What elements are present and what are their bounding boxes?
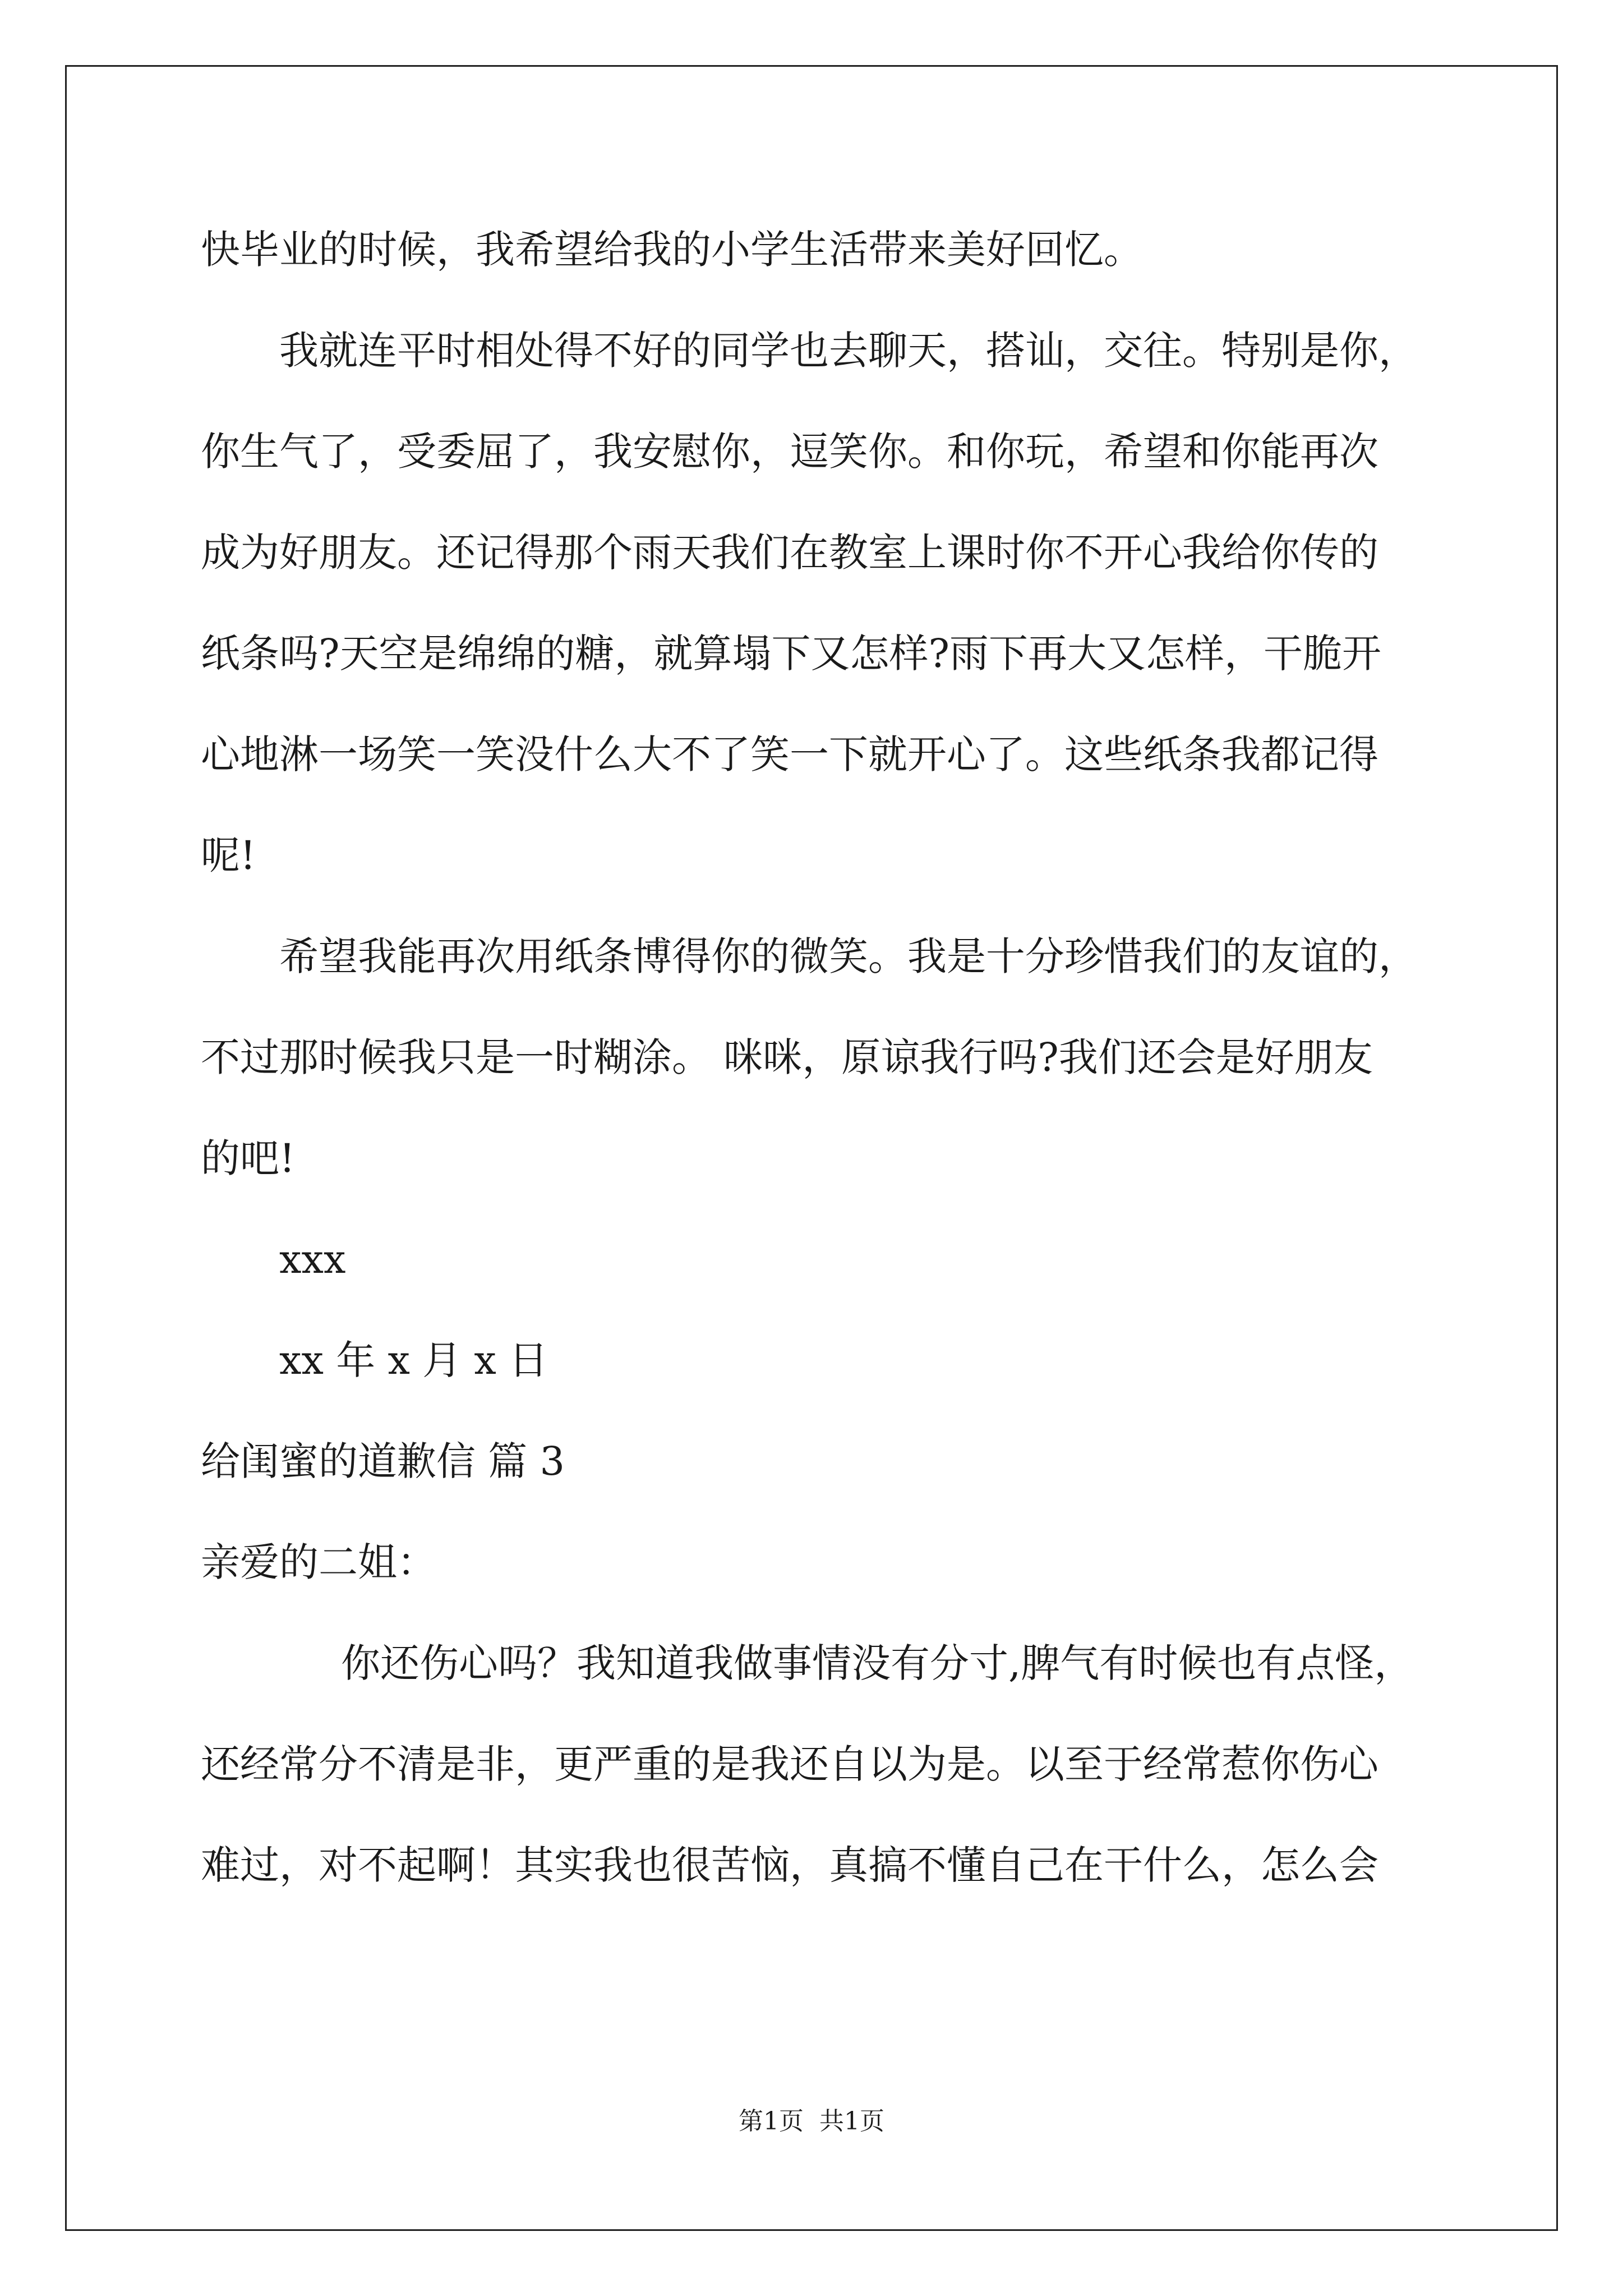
page-number: 第1页 — [739, 2107, 804, 2136]
paragraph-line: 呢! — [201, 832, 256, 878]
paragraph-line: 快毕业的时候，我希望给我的小学生活带来美好回忆。 — [201, 227, 1143, 273]
paragraph-line: 纸条吗?天空是绵绵的糖，就算塌下又怎样?雨下再大又怎样，干脆开 — [201, 631, 1382, 677]
paragraph-line: 难过，对不起啊！其实我也很苦恼，真搞不懂自己在干什么，怎么会 — [201, 1842, 1378, 1888]
paragraph-line: 你生气了，受委屈了，我安慰你，逗笑你。和你玩，希望和你能再次 — [201, 429, 1378, 475]
paragraph-line: 你还伤心吗？我知道我做事情没有分寸,脾气有时候也有点怪， — [341, 1640, 1414, 1686]
paragraph-line: 心地淋一场笑一笑没什么大不了笑一下就开心了。这些纸条我都记得 — [201, 731, 1378, 777]
section-title: 给闺蜜的道歉信 篇 3 — [201, 1438, 565, 1484]
page-footer — [0, 2101, 1623, 2137]
paragraph-line: 还经常分不清是非，更严重的是我还自以为是。以至于经常惹你伤心 — [201, 1741, 1378, 1787]
paragraph-line: 希望我能再次用纸条博得你的微笑。我是十分珍惜我们的友谊的， — [279, 933, 1418, 979]
paragraph-line: 我就连平时相处得不好的同学也去聊天，搭讪，交往。特别是你， — [279, 328, 1418, 374]
letter-salutation: 亲爱的二姐： — [201, 1539, 436, 1585]
page-total: 共1页 — [819, 2107, 884, 2136]
paragraph-line: 的吧! — [201, 1135, 296, 1181]
signature-date: xx 年 x 月 x 日 — [279, 1337, 548, 1383]
paragraph-line: 不过那时候我只是一时糊涂。 咪咪，原谅我行吗?我们还会是好朋友 — [201, 1034, 1373, 1080]
paragraph-line: 成为好朋友。还记得那个雨天我们在教室上课时你不开心我给你传的 — [201, 530, 1378, 576]
signature-name: xxx — [279, 1236, 346, 1282]
